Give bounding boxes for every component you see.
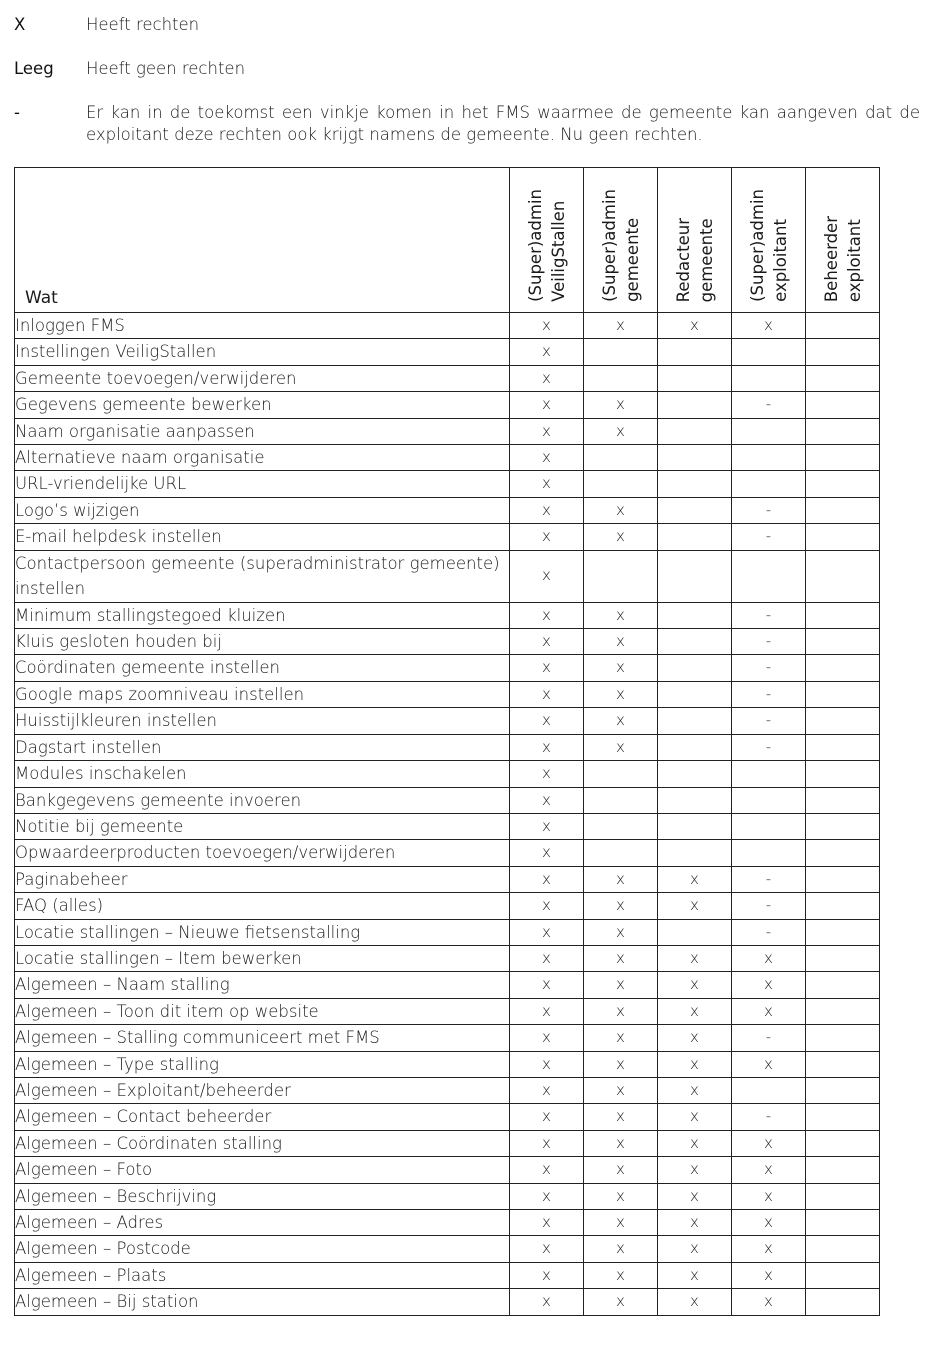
rights-cell <box>658 734 732 760</box>
rights-cell: x <box>584 1210 658 1236</box>
role-label: (Super)admin gemeente <box>599 189 642 302</box>
rights-cell <box>806 998 880 1024</box>
rights-cell: x <box>584 919 658 945</box>
rights-cell: x <box>510 602 584 628</box>
row-label: Contactpersoon gemeente (superadministrator gemeente) instellen <box>15 550 510 602</box>
rights-cell: x <box>510 1210 584 1236</box>
rights-cell: x <box>732 1051 806 1077</box>
row-label: Huisstijlkleuren instellen <box>15 708 510 734</box>
row-label: URL-vriendelijke URL <box>15 471 510 497</box>
rights-cell <box>658 787 732 813</box>
rights-cell: x <box>584 1289 658 1315</box>
rights-cell: x <box>510 655 584 681</box>
rights-cell: x <box>658 1077 732 1103</box>
rights-cell <box>806 629 880 655</box>
rights-cell <box>658 497 732 523</box>
rights-cell <box>806 708 880 734</box>
rights-cell: x <box>584 1236 658 1262</box>
table-row <box>15 840 880 866</box>
rights-cell <box>806 893 880 919</box>
rights-cell <box>732 418 806 444</box>
rights-table <box>14 167 880 1316</box>
legend-text: Heeft geen rechten <box>86 59 246 78</box>
rights-cell: x <box>510 787 584 813</box>
table-row <box>15 1183 880 1209</box>
row-label: Minimum stallingstegoed kluizen <box>15 602 510 628</box>
row-label: Algemeen – Coördinaten stalling <box>15 1130 510 1156</box>
rights-cell <box>806 1236 880 1262</box>
rights-cell <box>658 840 732 866</box>
rights-cell: x <box>510 524 584 550</box>
rights-cell: x <box>732 972 806 998</box>
rights-cell: - <box>732 497 806 523</box>
rights-cell <box>584 840 658 866</box>
table-row <box>15 708 880 734</box>
rights-cell <box>806 550 880 602</box>
rights-cell: x <box>732 1210 806 1236</box>
rights-cell <box>806 1289 880 1315</box>
row-label: Gemeente toevoegen/verwijderen <box>15 365 510 391</box>
rights-cell: - <box>732 629 806 655</box>
row-label: Alternatieve naam organisatie <box>15 445 510 471</box>
row-label: Algemeen – Type stalling <box>15 1051 510 1077</box>
row-label: Algemeen – Naam stalling <box>15 972 510 998</box>
row-label: Instellingen VeiligStallen <box>15 339 510 365</box>
rights-cell: x <box>658 972 732 998</box>
column-header-superadmin-veiligstallen <box>510 168 584 313</box>
legend-text: Heeft rechten <box>86 15 200 34</box>
rights-cell: x <box>732 313 806 339</box>
rights-cell <box>658 524 732 550</box>
row-label: Algemeen – Contact beheerder <box>15 1104 510 1130</box>
rights-cell: x <box>658 998 732 1024</box>
rights-cell: x <box>510 998 584 1024</box>
rights-cell <box>658 365 732 391</box>
table-row <box>15 550 880 602</box>
table-row <box>15 681 880 707</box>
table-row <box>15 734 880 760</box>
table-row <box>15 339 880 365</box>
rights-cell: x <box>658 1025 732 1051</box>
rights-cell: x <box>658 1104 732 1130</box>
rights-cell: x <box>658 866 732 892</box>
rights-cell <box>806 761 880 787</box>
rights-cell: x <box>510 972 584 998</box>
rights-cell <box>732 840 806 866</box>
rights-cell <box>584 365 658 391</box>
rights-cell <box>658 629 732 655</box>
rights-cell <box>806 1130 880 1156</box>
rights-cell: x <box>510 418 584 444</box>
rights-cell <box>806 445 880 471</box>
row-label: Locatie stallingen – Nieuwe fietsenstalling <box>15 919 510 945</box>
row-label: Algemeen – Adres <box>15 1210 510 1236</box>
table-row <box>15 365 880 391</box>
row-label: Naam organisatie aanpassen <box>15 418 510 444</box>
rights-cell: x <box>510 550 584 602</box>
rights-cell <box>732 339 806 365</box>
rights-cell: x <box>510 1051 584 1077</box>
row-label: Paginabeheer <box>15 866 510 892</box>
rights-cell: x <box>732 1262 806 1288</box>
rights-cell: - <box>732 655 806 681</box>
table-row <box>15 1262 880 1288</box>
table-row <box>15 1236 880 1262</box>
rights-cell <box>806 497 880 523</box>
table-row <box>15 893 880 919</box>
rights-cell: x <box>510 1183 584 1209</box>
table-row <box>15 813 880 839</box>
rights-cell: x <box>584 945 658 971</box>
table-row <box>15 972 880 998</box>
rights-cell: x <box>584 602 658 628</box>
rights-cell <box>658 681 732 707</box>
rights-cell: - <box>732 1104 806 1130</box>
rights-cell: x <box>510 734 584 760</box>
rights-cell: x <box>510 365 584 391</box>
rights-cell: x <box>658 1289 732 1315</box>
rights-cell <box>658 445 732 471</box>
rights-cell: x <box>658 313 732 339</box>
rights-cell <box>806 972 880 998</box>
rights-cell: x <box>732 1130 806 1156</box>
rights-cell <box>658 418 732 444</box>
rights-cell <box>806 313 880 339</box>
table-row <box>15 945 880 971</box>
rights-cell <box>806 602 880 628</box>
rights-cell <box>584 339 658 365</box>
table-row <box>15 787 880 813</box>
rights-cell: x <box>584 524 658 550</box>
rights-cell <box>732 813 806 839</box>
rights-cell <box>658 550 732 602</box>
rights-cell: x <box>510 1104 584 1130</box>
rights-cell <box>732 761 806 787</box>
rights-cell: x <box>584 1104 658 1130</box>
rights-cell <box>584 761 658 787</box>
rights-cell: x <box>658 1157 732 1183</box>
rights-cell: x <box>584 655 658 681</box>
rights-cell <box>658 339 732 365</box>
rights-cell: - <box>732 681 806 707</box>
table-row <box>15 1130 880 1156</box>
table-row <box>15 1157 880 1183</box>
rights-cell <box>806 840 880 866</box>
row-label: E-mail helpdesk instellen <box>15 524 510 550</box>
rights-cell <box>732 787 806 813</box>
rights-cell: x <box>584 1183 658 1209</box>
table-row <box>15 655 880 681</box>
rights-cell: x <box>584 708 658 734</box>
rights-cell: x <box>510 1077 584 1103</box>
rights-cell: x <box>510 445 584 471</box>
legend-key: Leeg <box>14 59 54 78</box>
rights-cell <box>658 813 732 839</box>
rights-cell: - <box>732 893 806 919</box>
rights-cell <box>658 761 732 787</box>
rights-cell <box>806 1025 880 1051</box>
rights-cell <box>806 655 880 681</box>
rights-cell: - <box>732 524 806 550</box>
role-label: (Super)admin VeiligStallen <box>525 189 568 302</box>
rights-cell: x <box>584 1077 658 1103</box>
rights-cell <box>806 945 880 971</box>
rights-cell <box>806 1077 880 1103</box>
rights-cell: x <box>584 629 658 655</box>
table-row <box>15 866 880 892</box>
rights-cell: - <box>732 734 806 760</box>
table-row <box>15 471 880 497</box>
rights-cell: x <box>584 1262 658 1288</box>
rights-cell <box>732 550 806 602</box>
row-label: Inloggen FMS <box>15 313 510 339</box>
row-label: Algemeen – Toon dit item op website <box>15 998 510 1024</box>
rights-cell: x <box>510 893 584 919</box>
rights-cell <box>806 365 880 391</box>
row-label: Opwaardeerproducten toevoegen/verwijderen <box>15 840 510 866</box>
column-header-superadmin-exploitant <box>732 168 806 313</box>
rights-cell: x <box>510 497 584 523</box>
rights-cell: x <box>584 313 658 339</box>
row-label: Algemeen – Postcode <box>15 1236 510 1262</box>
rights-cell: x <box>584 418 658 444</box>
rights-cell <box>658 708 732 734</box>
rights-cell: - <box>732 919 806 945</box>
rights-cell <box>658 655 732 681</box>
rights-cell <box>732 365 806 391</box>
rights-cell: x <box>658 1236 732 1262</box>
rights-cell <box>806 1104 880 1130</box>
rights-cell: x <box>510 1236 584 1262</box>
table-row <box>15 1077 880 1103</box>
rights-cell: x <box>510 919 584 945</box>
table-header-row <box>15 168 880 313</box>
rights-cell <box>806 866 880 892</box>
rights-cell <box>806 471 880 497</box>
rights-cell: x <box>510 339 584 365</box>
rights-cell: x <box>510 840 584 866</box>
row-label: Algemeen – Plaats <box>15 1262 510 1288</box>
rights-cell: - <box>732 708 806 734</box>
role-label: (Super)admin exploitant <box>747 189 790 302</box>
rights-cell: x <box>658 1183 732 1209</box>
row-label: Google maps zoomniveau instellen <box>15 681 510 707</box>
rights-cell: x <box>584 497 658 523</box>
table-row <box>15 919 880 945</box>
row-label: Coördinaten gemeente instellen <box>15 655 510 681</box>
rights-cell: x <box>584 734 658 760</box>
rights-cell <box>806 734 880 760</box>
column-header-beheerder-exploitant <box>806 168 880 313</box>
rights-cell: - <box>732 866 806 892</box>
rights-cell <box>806 339 880 365</box>
row-label: Bankgegevens gemeente invoeren <box>15 787 510 813</box>
rights-cell <box>806 392 880 418</box>
rights-cell <box>732 445 806 471</box>
rights-cell: x <box>510 392 584 418</box>
rights-cell: - <box>732 602 806 628</box>
rights-cell: x <box>584 866 658 892</box>
row-label: Dagstart instellen <box>15 734 510 760</box>
rights-cell <box>584 471 658 497</box>
rights-cell <box>806 1157 880 1183</box>
table-row <box>15 602 880 628</box>
rights-cell: x <box>584 1051 658 1077</box>
rights-cell: x <box>732 1157 806 1183</box>
role-label: Redacteur gemeente <box>673 217 716 302</box>
table-row <box>15 418 880 444</box>
row-label: Locatie stallingen – Item bewerken <box>15 945 510 971</box>
rights-cell <box>658 392 732 418</box>
row-label: Gegevens gemeente bewerken <box>15 392 510 418</box>
rights-cell: x <box>510 471 584 497</box>
rights-cell: x <box>732 945 806 971</box>
rights-cell <box>806 1262 880 1288</box>
rights-cell <box>658 919 732 945</box>
table-row <box>15 998 880 1024</box>
rights-cell: x <box>658 1210 732 1236</box>
table-row <box>15 313 880 339</box>
row-label: Logo’s wijzigen <box>15 497 510 523</box>
rights-cell: x <box>510 1157 584 1183</box>
rights-cell: x <box>658 1130 732 1156</box>
rights-cell: x <box>510 945 584 971</box>
table-row <box>15 1289 880 1315</box>
row-label: Algemeen – Bij station <box>15 1289 510 1315</box>
rights-cell: x <box>510 1289 584 1315</box>
rights-cell: x <box>510 1262 584 1288</box>
rights-cell <box>806 1183 880 1209</box>
rights-cell: x <box>510 866 584 892</box>
rights-cell <box>806 418 880 444</box>
table-row <box>15 1210 880 1236</box>
rights-cell <box>806 787 880 813</box>
rights-cell: x <box>584 681 658 707</box>
rights-cell: x <box>584 1130 658 1156</box>
row-label: Algemeen – Stalling communiceert met FMS <box>15 1025 510 1051</box>
table-row <box>15 1025 880 1051</box>
table-row <box>15 392 880 418</box>
rights-cell: - <box>732 1025 806 1051</box>
row-label: Notitie bij gemeente <box>15 813 510 839</box>
row-label: Modules inschakelen <box>15 761 510 787</box>
row-label: Algemeen – Foto <box>15 1157 510 1183</box>
row-label: Kluis gesloten houden bij <box>15 629 510 655</box>
rights-cell <box>806 1051 880 1077</box>
table-row <box>15 524 880 550</box>
table-row <box>15 761 880 787</box>
rights-cell: x <box>584 972 658 998</box>
column-header-superadmin-gemeente <box>584 168 658 313</box>
rights-cell <box>806 813 880 839</box>
rights-cell <box>732 1077 806 1103</box>
rights-cell: x <box>510 681 584 707</box>
rights-cell <box>584 813 658 839</box>
table-row <box>15 445 880 471</box>
rights-cell: x <box>584 893 658 919</box>
table-row <box>15 629 880 655</box>
rights-cell: x <box>510 708 584 734</box>
legend-key: X <box>14 15 26 34</box>
rights-cell <box>584 445 658 471</box>
rights-cell: x <box>510 1025 584 1051</box>
rights-cell: x <box>510 813 584 839</box>
role-label: Beheerder exploitant <box>821 215 864 302</box>
rights-cell: x <box>732 1289 806 1315</box>
legend-key: - <box>14 103 20 122</box>
table-row <box>15 1104 880 1130</box>
column-header-redacteur-gemeente <box>658 168 732 313</box>
rights-cell: x <box>732 998 806 1024</box>
rights-cell <box>658 602 732 628</box>
rights-cell <box>732 471 806 497</box>
rights-cell <box>806 1210 880 1236</box>
rights-cell: x <box>658 1262 732 1288</box>
row-label: Algemeen – Beschrijving <box>15 1183 510 1209</box>
rights-cell: x <box>510 313 584 339</box>
rights-cell: x <box>732 1236 806 1262</box>
rights-cell <box>584 550 658 602</box>
rights-cell: x <box>584 998 658 1024</box>
rights-cell: x <box>658 893 732 919</box>
rights-cell <box>806 681 880 707</box>
rights-cell: - <box>732 392 806 418</box>
rights-cell <box>806 919 880 945</box>
rights-cell: x <box>732 1183 806 1209</box>
rights-cell: x <box>584 1157 658 1183</box>
table-row <box>15 1051 880 1077</box>
legend-text: Er kan in de toekomst een vinkje komen in het FMS waarmee de gemeente kan aangeven dat de exploitant deze rechten ook krijgt namens de gemeente. Nu geen rechten. <box>86 103 920 144</box>
table-row <box>15 497 880 523</box>
rights-cell: x <box>510 761 584 787</box>
row-label: FAQ (alles) <box>15 893 510 919</box>
rights-cell: x <box>510 629 584 655</box>
rights-cell <box>658 471 732 497</box>
rights-cell: x <box>658 945 732 971</box>
row-label: Algemeen – Exploitant/beheerder <box>15 1077 510 1103</box>
column-header-wat: Wat <box>15 168 510 313</box>
rights-cell <box>584 787 658 813</box>
rights-cell: x <box>658 1051 732 1077</box>
rights-cell: x <box>584 1025 658 1051</box>
rights-cell <box>806 524 880 550</box>
rights-cell: x <box>584 392 658 418</box>
rights-cell: x <box>510 1130 584 1156</box>
